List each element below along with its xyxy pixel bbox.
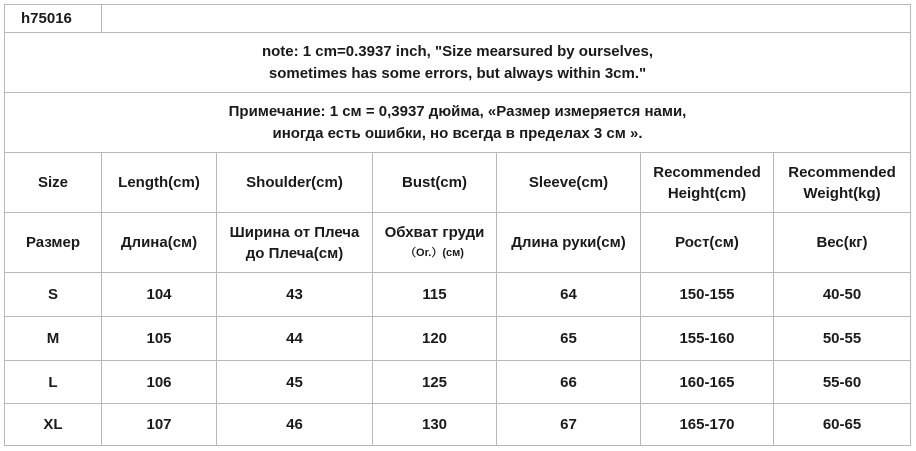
- product-code-row: [5, 5, 910, 33]
- size-cell: S: [5, 273, 102, 316]
- length-cell: 106: [102, 361, 217, 403]
- note-ru-line-2: иногда есть ошибки, но всегда в пределах 3 см ».: [272, 124, 643, 142]
- table-row: [5, 273, 910, 317]
- size-cell: L: [5, 361, 102, 403]
- note-en: [5, 33, 910, 92]
- weight-cell: 50-55: [822, 330, 862, 347]
- shoulder-cell: 46: [217, 404, 373, 445]
- header-sleeve-ru: Длина руки(см): [497, 213, 641, 272]
- header-size: Size: [5, 153, 102, 212]
- header-weight: Recommended Weight(kg): [788, 163, 896, 202]
- sleeve-cell: 67: [497, 404, 641, 445]
- length-cell: 107: [102, 404, 217, 445]
- header-row-ru: [5, 213, 910, 273]
- bust-cell: 130: [373, 404, 497, 445]
- header-length: Length(cm): [102, 153, 217, 212]
- header-weight-ru: Вес(кг): [816, 234, 868, 251]
- header-row-en: [5, 153, 910, 213]
- size-cell: M: [5, 317, 102, 360]
- header-height: Recommended Height(cm): [641, 153, 774, 212]
- shoulder-cell: 44: [217, 317, 373, 360]
- sleeve-cell: 66: [497, 361, 641, 403]
- weight-cell: 55-60: [822, 373, 862, 391]
- header-bust: Bust(cm): [373, 153, 497, 212]
- table-row: [5, 404, 910, 445]
- bust-cell: 125: [373, 361, 497, 403]
- height-cell: 165-170: [641, 404, 774, 445]
- bust-cell: 115: [373, 273, 497, 316]
- header-bust-ru: [373, 213, 497, 272]
- note-en-line-1: note: 1 cm=0.3937 inch, "Size mearsured by ourselves,: [261, 42, 654, 60]
- note-en-row: [5, 33, 910, 93]
- height-cell: 155-160: [641, 317, 774, 360]
- height-cell: 160-165: [641, 361, 774, 403]
- header-shoulder-ru: Ширина от Плеча до Плеча(см): [217, 213, 373, 272]
- table-row: [5, 361, 910, 404]
- header-sleeve: Sleeve(cm): [497, 153, 641, 212]
- header-length-ru: Длина(см): [102, 213, 217, 272]
- header-bust-ru-sub: （Or.）(см): [405, 246, 464, 259]
- header-size-ru: Размер: [5, 213, 102, 272]
- table-row: [5, 317, 910, 361]
- weight-cell: 60-65: [822, 416, 862, 433]
- length-cell: 104: [102, 273, 217, 316]
- note-ru: [5, 93, 910, 152]
- note-en-line-2: sometimes has some errors, but always within 3cm.": [268, 64, 647, 82]
- product-code: h75016: [5, 5, 102, 32]
- shoulder-cell: 43: [217, 273, 373, 316]
- sleeve-cell: 65: [497, 317, 641, 360]
- weight-cell: 40-50: [822, 286, 862, 303]
- size-cell: XL: [5, 404, 102, 445]
- note-ru-line-1: Примечание: 1 см = 0,3937 дюйма, «Размер измеряется нами,: [228, 102, 687, 120]
- bust-cell: 120: [373, 317, 497, 360]
- note-ru-row: [5, 93, 910, 153]
- height-cell: 150-155: [641, 273, 774, 316]
- header-bust-ru-main: Обхват груди: [384, 223, 485, 241]
- header-height-ru: Рост(см): [641, 213, 774, 272]
- size-chart-table: [4, 4, 911, 446]
- shoulder-cell: 45: [217, 361, 373, 403]
- length-cell: 105: [102, 317, 217, 360]
- empty-cell: [102, 5, 910, 32]
- sleeve-cell: 64: [497, 273, 641, 316]
- header-shoulder: Shoulder(cm): [217, 153, 373, 212]
